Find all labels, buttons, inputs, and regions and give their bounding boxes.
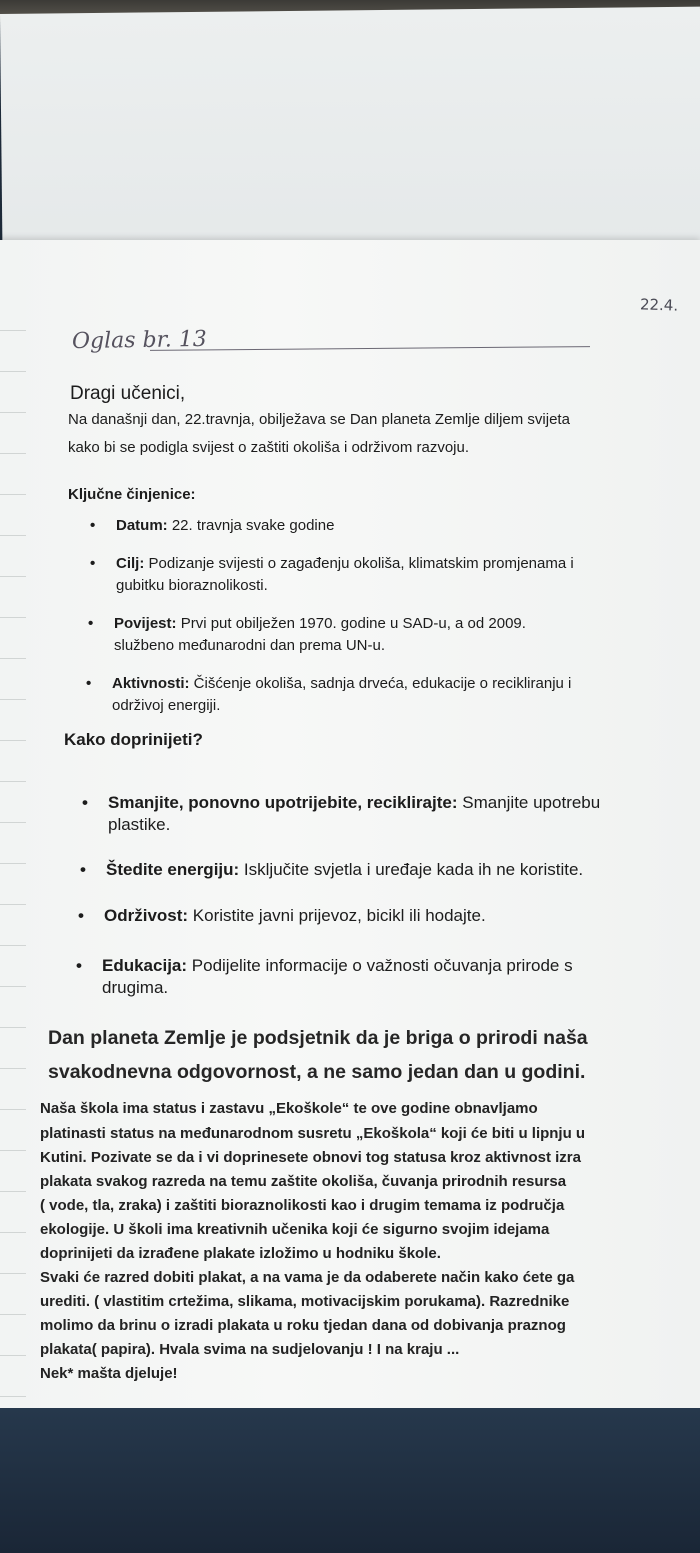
bullet-icon: • (86, 675, 92, 692)
howto-item: • Održivost: Koristite javni prijevoz, bicikl ili hodajte. (78, 906, 486, 925)
notice-line: Svaki će razred dobiti plakat, a na vama je da odaberete način kako ćete ga (40, 1269, 575, 1286)
handwritten-date: 22.4. (639, 295, 679, 315)
intro-line-2: kako bi se podigla svijest o zaštiti okoliša i održivom razvoju. (68, 439, 470, 456)
intro-line-1: Na današnji dan, 22.travnja, obilježava se Dan planeta Zemlje diljem svijeta (68, 411, 570, 428)
handwritten-heading: Oglas br. 13 (71, 326, 207, 355)
notice-line: urediti. ( vlastitim crtežima, slikama, motivacijskim porukama). Razrednike (40, 1293, 570, 1310)
closing-line-2: svakodnevna odgovornost, a ne samo jedan dan u godini. (48, 1061, 586, 1083)
fact-item: • Datum: 22. travnja svake godine (116, 515, 334, 537)
bullet-icon: • (78, 906, 84, 925)
notice-line: Kutini. Pozivate se da i vi doprinesete obnovi tog statusa kroz aktivnost izra (40, 1149, 581, 1166)
bullet-icon: • (90, 555, 96, 572)
howto-item: • Štedite energiju: Isključite svjetla i uređaje kada ih ne koristite. (80, 860, 584, 879)
fact-item: • Cilj: Podizanje svijesti o zagađenju okoliša, klimatskim promjenama i gubitku bioraznolikosti. (90, 555, 574, 594)
notice-line: doprinijeti da izrađene plakate izložimo u hodniku škole. (40, 1245, 441, 1262)
fact-item: • Aktivnosti: Čišćenje okoliša, sadnja drveća, edukacije o recikliranju i održivoj energiji. (86, 675, 572, 714)
notebook-ruled-margin (0, 290, 26, 1400)
notice-line: ekologije. U školi ima kreativnih učenika koji će sigurno svojim idejama (40, 1221, 550, 1238)
notice-line: plakata svakog razreda na temu zaštite okoliša, čuvanja prirodnih resursa (40, 1173, 567, 1190)
notice-line: Naša škola ima status i zastavu „Ekoškole“ te ove godine obnavljamo (40, 1100, 538, 1117)
closing-line-1: Dan planeta Zemlje je podsjetnik da je briga o prirodi naša (48, 1027, 588, 1049)
notice-line: plakata( papira). Hvala svima na sudjelovanju ! I na kraju ... (40, 1341, 460, 1358)
bullet-icon: • (76, 956, 82, 975)
bullet-icon: • (80, 860, 86, 879)
bullet-icon: • (90, 517, 96, 534)
howto-item: • Edukacija: Podijelite informacije o važnosti očuvanja prirode s drugima. (76, 956, 573, 997)
notice-line: Nek* mašta djeluje! (40, 1365, 178, 1382)
notice-line: ( vode, tla, zraka) i zaštiti bioraznolikosti kao i drugim temama iz područja (40, 1197, 565, 1214)
table-surface (0, 1408, 700, 1553)
greeting: Dragi učenici, (70, 383, 186, 404)
facts-title: Ključne činjenice: (68, 486, 196, 503)
notice-line: molimo da brinu o izradi plakata u roku tjedan dana od dobivanja praznog (40, 1317, 566, 1334)
bullet-icon: • (88, 615, 94, 632)
howto-title: Kako doprinijeti? (64, 730, 203, 749)
bullet-icon: • (82, 793, 88, 812)
howto-item: • Smanjite, ponovno upotrijebite, reciklirajte: Smanjite upotrebu plastike. (82, 793, 601, 834)
notice-line: platinasti status na međunarodnom susretu „Ekoškola“ koji će biti u lipnju u (40, 1125, 586, 1142)
fact-item: • Povijest: Prvi put obilježen 1970. godine u SAD-u, a od 2009. službeno međunarodni dan prema UN-u. (88, 615, 526, 654)
